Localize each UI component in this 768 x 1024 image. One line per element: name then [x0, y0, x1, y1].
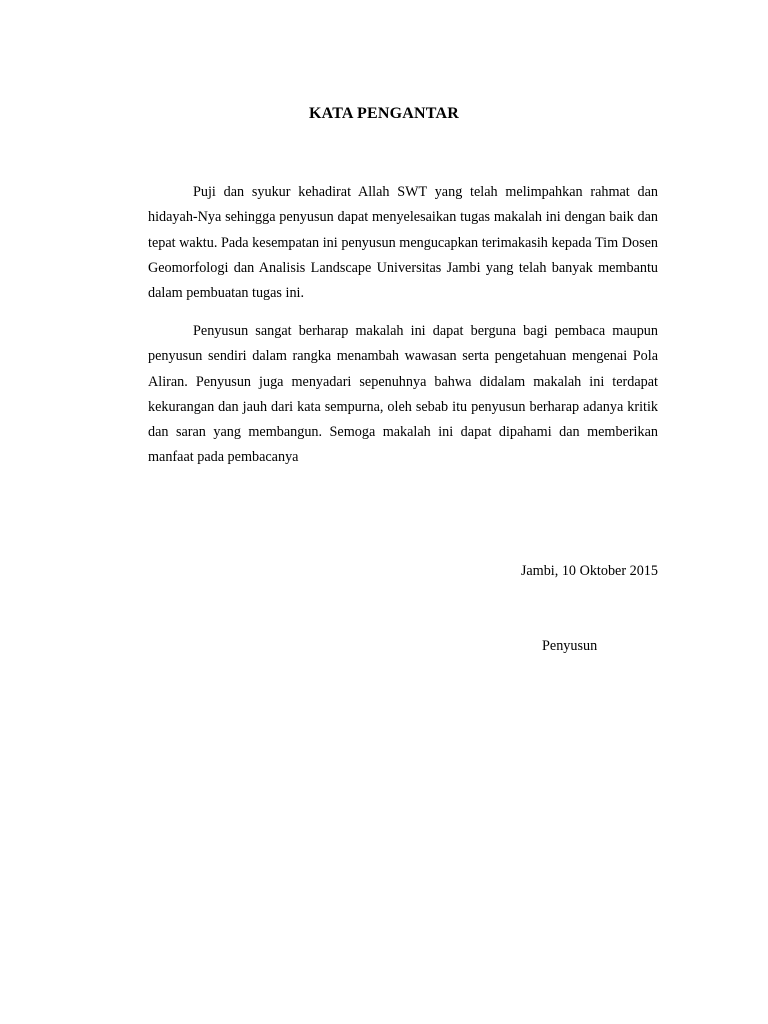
signature-label: Penyusun [542, 638, 598, 654]
page-title: KATA PENGANTAR [309, 105, 459, 122]
place-date: Jambi, 10 Oktober 2015 [520, 563, 658, 579]
paragraph-2: Penyusun sangat berharap makalah ini dapat berguna bagi pembaca maupun penyusun sendiri dalam rangka menambah wawasan serta pengetahuan mengenai Pola Aliran. Penyusun juga menyadari sepenuhnya bahwa didalam makalah ini terdapat kekurangan dan jauh dari kata sempurna, oleh sebab itu penyusun berharap adanya kritik dan saran yang membangun. Semoga makalah ini dapat dipahami dan memberikan manfaat pada pembacanya [148, 323, 658, 466]
paragraph-1: Puji dan syukur kehadirat Allah SWT yang telah melimpahkan rahmat dan hidayah-Nya sehingga penyusun dapat menyelesaikan tugas makalah ini dengan baik dan tepat waktu. Pada kesempatan ini penyusun mengucapkan terimakasih kepada Tim Dosen Geomorfologi dan Analisis Landscape Universitas Jambi yang telah banyak membantu dalam pembuatan tugas ini. [148, 184, 658, 302]
